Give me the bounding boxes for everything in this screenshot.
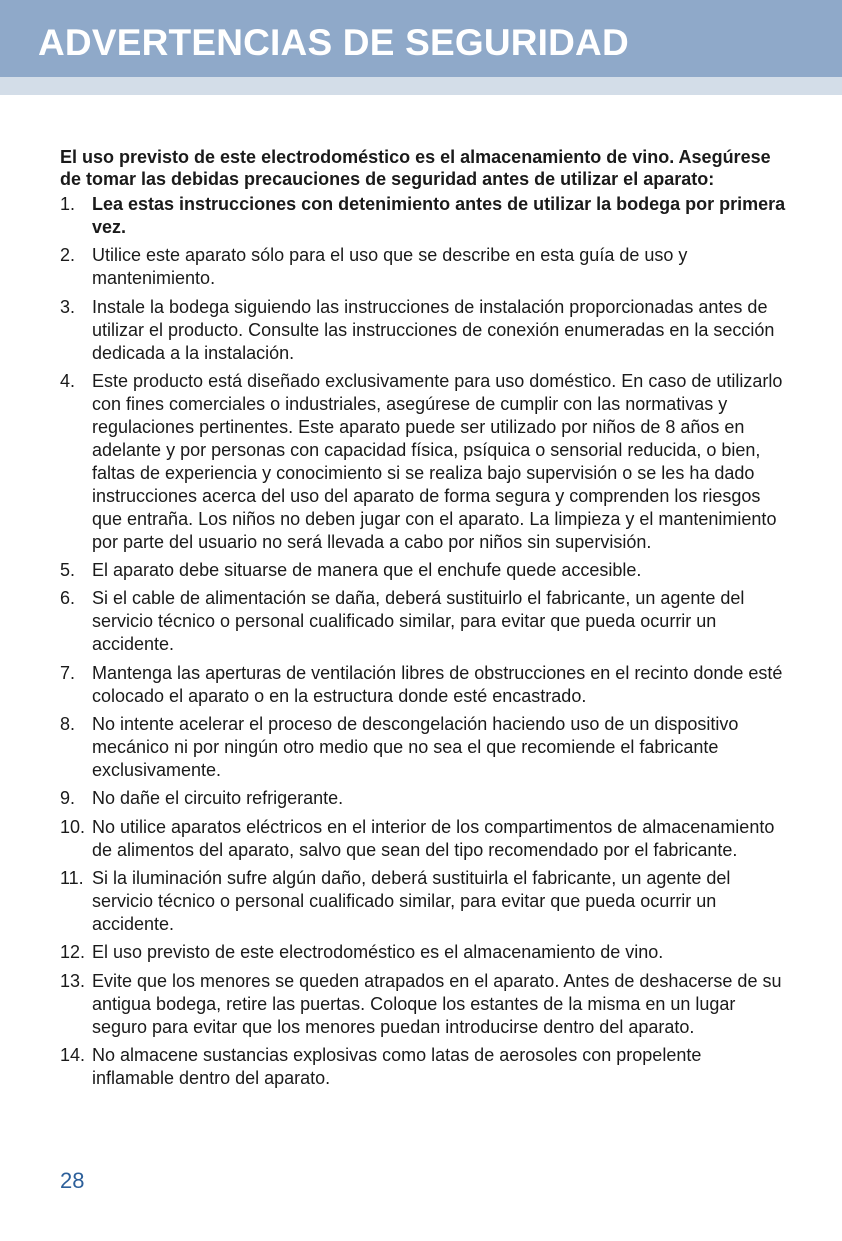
item-text: No utilice aparatos eléctricos en el interior de los compartimentos de almacenamiento de alimentos del aparato, salvo que sean del tipo recomendado por el fabricante. — [92, 816, 775, 860]
item-number: 12. — [60, 942, 86, 963]
item-text: Instale la bodega siguiendo las instrucciones de instalación proporcionadas antes de utilizar el producto. Consulte las instrucciones de conexión enumeradas en la sección dedicada a la instalación. — [92, 296, 775, 363]
item-number: 10. — [60, 816, 86, 837]
list-item — [60, 941, 786, 964]
safety-list — [60, 193, 786, 1090]
item-number: 1. — [60, 194, 76, 214]
item-number: 9. — [60, 788, 76, 809]
header-strip — [0, 77, 842, 95]
item-text: Evite que los menores se queden atrapados en el aparato. Antes de deshacerse de su antigua bodega, retire las puertas. Coloque los estantes de la misma en un lugar seguro para evitar que los menores puedan introducirse dentro del aparato. — [92, 970, 782, 1037]
item-text: El aparato debe situarse de manera que el enchufe quede accesible. — [92, 560, 642, 581]
item-number: 8. — [60, 714, 76, 735]
item-number: 13. — [60, 970, 86, 991]
item-text: Mantenga las aperturas de ventilación libres de obstrucciones en el recinto donde esté colocado el aparato o en la estructura donde esté encastrado. — [92, 662, 783, 706]
item-text: El uso previsto de este electrodoméstico es el almacenamiento de vino. — [92, 942, 664, 963]
page-number: 28 — [60, 1168, 85, 1193]
item-number: 6. — [60, 588, 76, 609]
intro-paragraph: El uso previsto de este electrodoméstico es el almacenamiento de vino. Asegúrese de tomar las debidas precauciones de seguridad antes de utilizar el aparato: — [60, 147, 771, 189]
item-text: Utilice este aparato sólo para el uso que se describe en esta guía de uso y mantenimiento. — [92, 245, 688, 289]
item-number: 11. — [60, 867, 84, 888]
list-item — [60, 867, 786, 936]
list-item — [60, 816, 786, 862]
item-number: 14. — [60, 1044, 86, 1065]
item-number: 4. — [60, 370, 76, 391]
item-text: No dañe el circuito refrigerante. — [92, 788, 344, 809]
list-item — [60, 370, 786, 554]
item-text: Si el cable de alimentación se daña, deberá sustituirlo el fabricante, un agente del servicio técnico o personal cualificado similar, para evitar que pueda ocurrir un accidente. — [92, 588, 745, 655]
page-title: ADVERTENCIAS DE SEGURIDAD — [38, 22, 629, 63]
list-item — [60, 559, 786, 582]
list-item — [60, 244, 786, 290]
item-number: 3. — [60, 296, 76, 317]
list-item — [60, 662, 786, 708]
list-item — [60, 970, 786, 1039]
item-number: 5. — [60, 560, 76, 581]
item-text: Si la iluminación sufre algún daño, deberá sustituirla el fabricante, un agente del servicio técnico o personal cualificado similar, para evitar que pueda ocurrir un accidente. — [92, 867, 731, 934]
item-text: Este producto está diseñado exclusivamente para uso doméstico. En caso de utilizarlo con fines comerciales o industriales, asegúrese de cumplir con las normativas y regulaciones pertinentes. Este aparato puede ser utilizado por niños de 8 años en adelante y por personas con capacidad física, psíquica o sensorial reducida, o bien, faltas de experiencia y conocimiento si se realiza bajo supervisión o se les ha dado instrucciones acerca del uso del aparato de forma segura y comprenden los riesgos que entraña. Los niños no deben jugar con el aparato. La limpieza y el mantenimiento por parte del usuario no será llevada a cabo por niños sin supervisión. — [92, 370, 783, 552]
item-number: 7. — [60, 662, 76, 683]
list-item — [60, 713, 786, 782]
item-text: No intente acelerar el proceso de descongelación haciendo uso de un dispositivo mecánico ni por ningún otro medio que no sea el que recomiende el fabricante exclusivamente. — [92, 714, 739, 781]
item-number: 2. — [60, 245, 76, 266]
list-item — [60, 587, 786, 656]
list-item — [60, 1044, 786, 1090]
list-item — [60, 296, 786, 365]
list-item — [60, 193, 786, 239]
item-text: No almacene sustancias explosivas como latas de aerosoles con propelente inflamable dentro del aparato. — [92, 1044, 702, 1088]
safety-content — [60, 147, 786, 1095]
item-text: Lea estas instrucciones con detenimiento antes de utilizar la bodega por primera vez. — [92, 194, 786, 237]
list-item — [60, 787, 786, 810]
